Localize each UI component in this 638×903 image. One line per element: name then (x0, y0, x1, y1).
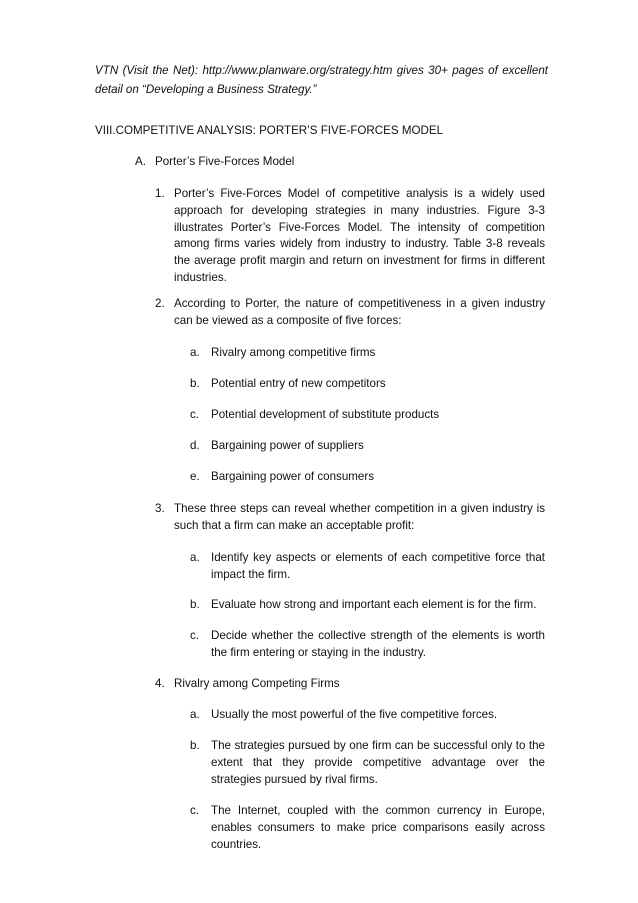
list-item (155, 296, 545, 330)
sub-list-item (190, 345, 545, 362)
sub-list-item (190, 469, 545, 486)
list-item-text: Porter’s Five-Forces Model of competitive analysis is a widely used approach for developing strategies in many industries. Figure 3-3 illustrates Porter’s Five-Forces Model. The intensity of competition among firms varies widely from industry to industry. Table 3-8 reveals the average profit margin and return on investment for firms in different industries. (174, 187, 545, 284)
sub-list-item-text: Identify key aspects or elements of each competitive force that impact the firm. (211, 551, 545, 581)
subsection-label: A. (135, 155, 146, 168)
sub-list-item-letter: a. (190, 551, 200, 564)
sub-list-item-text: Usually the most powerful of the five competitive forces. (211, 708, 498, 721)
list-item (155, 186, 545, 287)
sub-list-item-letter: c. (190, 629, 200, 642)
section-heading: VIII.COMPETITIVE ANALYSIS: PORTER’S FIVE-FORCES MODEL (95, 124, 444, 137)
sub-list-item-text: Evaluate how strong and important each element is for the firm. (211, 598, 537, 611)
list-item-number: 3. (155, 502, 165, 515)
sub-list-item-text: Potential development of substitute products (211, 408, 440, 421)
sub-list-item-letter: b. (190, 598, 200, 611)
sub-list-item-letter: a. (190, 346, 200, 359)
sub-list-item-letter: d. (190, 439, 200, 452)
sub-list-item-text: The Internet, coupled with the common currency in Europe, enables consumers to make price comparisons easily across countries. (211, 804, 545, 851)
sub-list-item (190, 438, 545, 455)
intro-paragraph: VTN (Visit the Net): http://www.planware.org/strategy.htm gives 30+ pages of excellent detail on “Developing a Business Strategy.” (95, 64, 548, 96)
sub-list-item (190, 803, 545, 853)
sub-list-item (190, 738, 545, 788)
list-item-text: These three steps can reveal whether competition in a given industry is such that a firm can make an acceptable profit: (174, 502, 545, 532)
sub-list-item-text: Decide whether the collective strength of the elements is worth the firm entering or staying in the industry. (211, 629, 545, 659)
list-item-text: Rivalry among Competing Firms (174, 677, 340, 690)
sub-list-item-text: The strategies pursued by one firm can be successful only to the extent that they provide competitive advantage over the strategies pursued by rival firms. (211, 739, 545, 786)
sub-list-item (190, 550, 545, 584)
sub-list-item-text: Rivalry among competitive firms (211, 346, 376, 359)
sub-list-item (190, 376, 545, 393)
sub-list-item-letter: a. (190, 708, 200, 721)
sub-list-item-letter: b. (190, 377, 200, 390)
sub-list-item-text: Bargaining power of suppliers (211, 439, 364, 452)
sub-list-item-text: Potential entry of new competitors (211, 377, 386, 390)
sub-list-item (190, 407, 545, 424)
list-item-number: 1. (155, 187, 165, 200)
list-item (155, 501, 545, 535)
list-item (155, 676, 545, 693)
sub-list-item-letter: b. (190, 739, 200, 752)
sub-list-item-letter: e. (190, 470, 200, 483)
list-item-number: 2. (155, 297, 165, 310)
sub-list-item (190, 597, 545, 614)
sub-list-item-letter: c. (190, 408, 200, 421)
sub-list-item-letter: c. (190, 804, 200, 817)
sub-list-item (190, 628, 545, 662)
list-item-text: According to Porter, the nature of competitiveness in a given industry can be viewed as a composite of five forces: (174, 297, 545, 327)
sub-list-item-text: Bargaining power of consumers (211, 470, 375, 483)
subsection-title: Porter’s Five-Forces Model (155, 155, 295, 168)
sub-list-item (190, 707, 545, 724)
list-item-number: 4. (155, 677, 165, 690)
